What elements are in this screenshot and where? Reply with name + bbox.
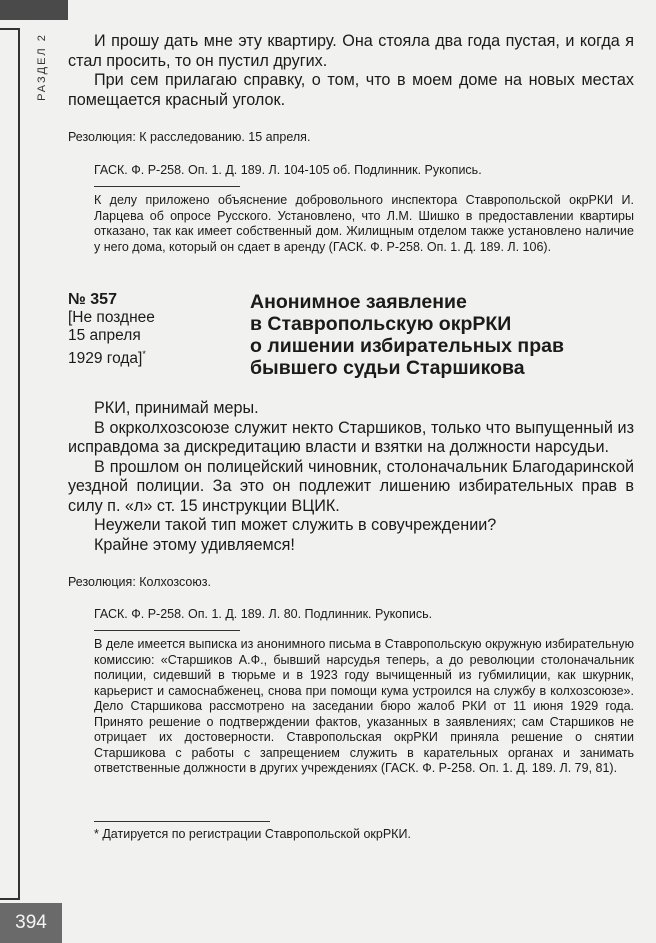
prev-note-divider (94, 186, 240, 187)
document-paragraph: РКИ, принимай меры. (94, 399, 259, 417)
document-date-line: [Не позднее (68, 309, 155, 326)
margin-frame (0, 28, 20, 900)
prev-resolution: Резолюция: К расследованию. 15 апреля. (68, 130, 311, 144)
document-date-line (68, 345, 250, 368)
document-paragraph: Крайне этому удивляемся! (94, 535, 295, 554)
document-archive-reference: ГАСК. Ф. Р-258. Оп. 1. Д. 189. Л. 80. Подлинник. Рукопись. (94, 607, 433, 621)
document-meta (68, 291, 250, 379)
document-heading (68, 291, 634, 379)
document-editorial-note: В деле имеется выписка из анонимного письма в Ставропольскую окружную избирательную комиссию: «Старшиков А.Ф., бывший нарсудья теперь, а до революции столоначальник полиции, сидевший в тюрьме и в 1923 году вычищенный из губмилиции, как шкурник, карьерист и самоснабженец, снова при помощи кума устроился на службу в колхозсоюзе». Дело Старшикова рассмотрено на заседании бюро жалоб РКИ от 11 июня 1929 года. Принято решение о подтверждении фактов, указанных в заявлениях; сам Старшиков не отрицает их достоверности. Ставропольская окрРКИ приняла решение о снятии Старшикова с работы с запрещением служить в карательных органах и занимать ответственные должности в других учреждениях (ГАСК. Ф. Р-258. Оп. 1. Д. 189. Л. 79, 81). (94, 637, 634, 775)
prev-paragraph: И прошу дать мне эту квартиру. Она стояла два года пустая, и когда я стал просить, то он пустил других. (68, 32, 634, 70)
prev-archive-reference: ГАСК. Ф. Р-258. Оп. 1. Д. 189. Л. 104-105 об. Подлинник. Рукопись. (94, 163, 482, 177)
footnote-divider (94, 821, 270, 822)
date-footnote: * Датируется по регистрации Ставропольской окрРКИ. (94, 826, 411, 841)
title-line: о лишении избирательных прав (250, 335, 564, 357)
document-paragraph: В окрколхозсоюзе служит некто Старшиков, только что выпущенный из исправдома за дискредитацию власти и взятки на должности нарсудьи. (68, 418, 634, 456)
section-label-text: РАЗДЕЛ 2 (36, 33, 49, 101)
document-note-divider (94, 630, 240, 631)
corner-block (0, 0, 68, 20)
document-resolution: Резолюция: Колхозсоюз. (68, 575, 211, 589)
section-label (28, 32, 56, 102)
prev-paragraph: При сем прилагаю справку, о том, что в моем доме на новых местах помещается красный уголок. (68, 71, 634, 109)
footnote-marker: * (142, 349, 146, 359)
document-text (68, 399, 634, 555)
document-date-line: 15 апреля (68, 327, 141, 344)
document-paragraph: Неужели такой тип может служить в совучреждении? (94, 516, 497, 534)
prev-document-text (68, 32, 634, 110)
document-title (250, 291, 634, 379)
title-line: бывшего судьи Старшикова (250, 357, 525, 379)
document-number: № 357 (68, 291, 117, 308)
page-number: 394 (0, 903, 62, 943)
document-date-year: 1929 года] (68, 350, 143, 368)
title-line: в Ставропольскую окрРКИ (250, 313, 512, 335)
page-content (68, 32, 634, 842)
title-line: Анонимное заявление (250, 291, 467, 313)
document-paragraph: В прошлом он полицейский чиновник, столоначальник Благодаринской уездной полиции. За это он подлежит лишению избирательных прав в силу п. «л» ст. 15 инструкции ВЦИК. (68, 457, 634, 515)
prev-editorial-note: К делу приложено объяснение добровольного инспектора Ставропольской окрРКИ И. Ларцева об опросе Русского. Установлено, что Л.М. Шишко в предоставлении квартиры отказано, так как имеет собственный дом. Жилищным отделом также установлено наличие у него дома, который он сдает в аренду (ГАСК. Ф. Р-258. Оп. 1. Д. 189. Л. 106). (94, 193, 634, 254)
